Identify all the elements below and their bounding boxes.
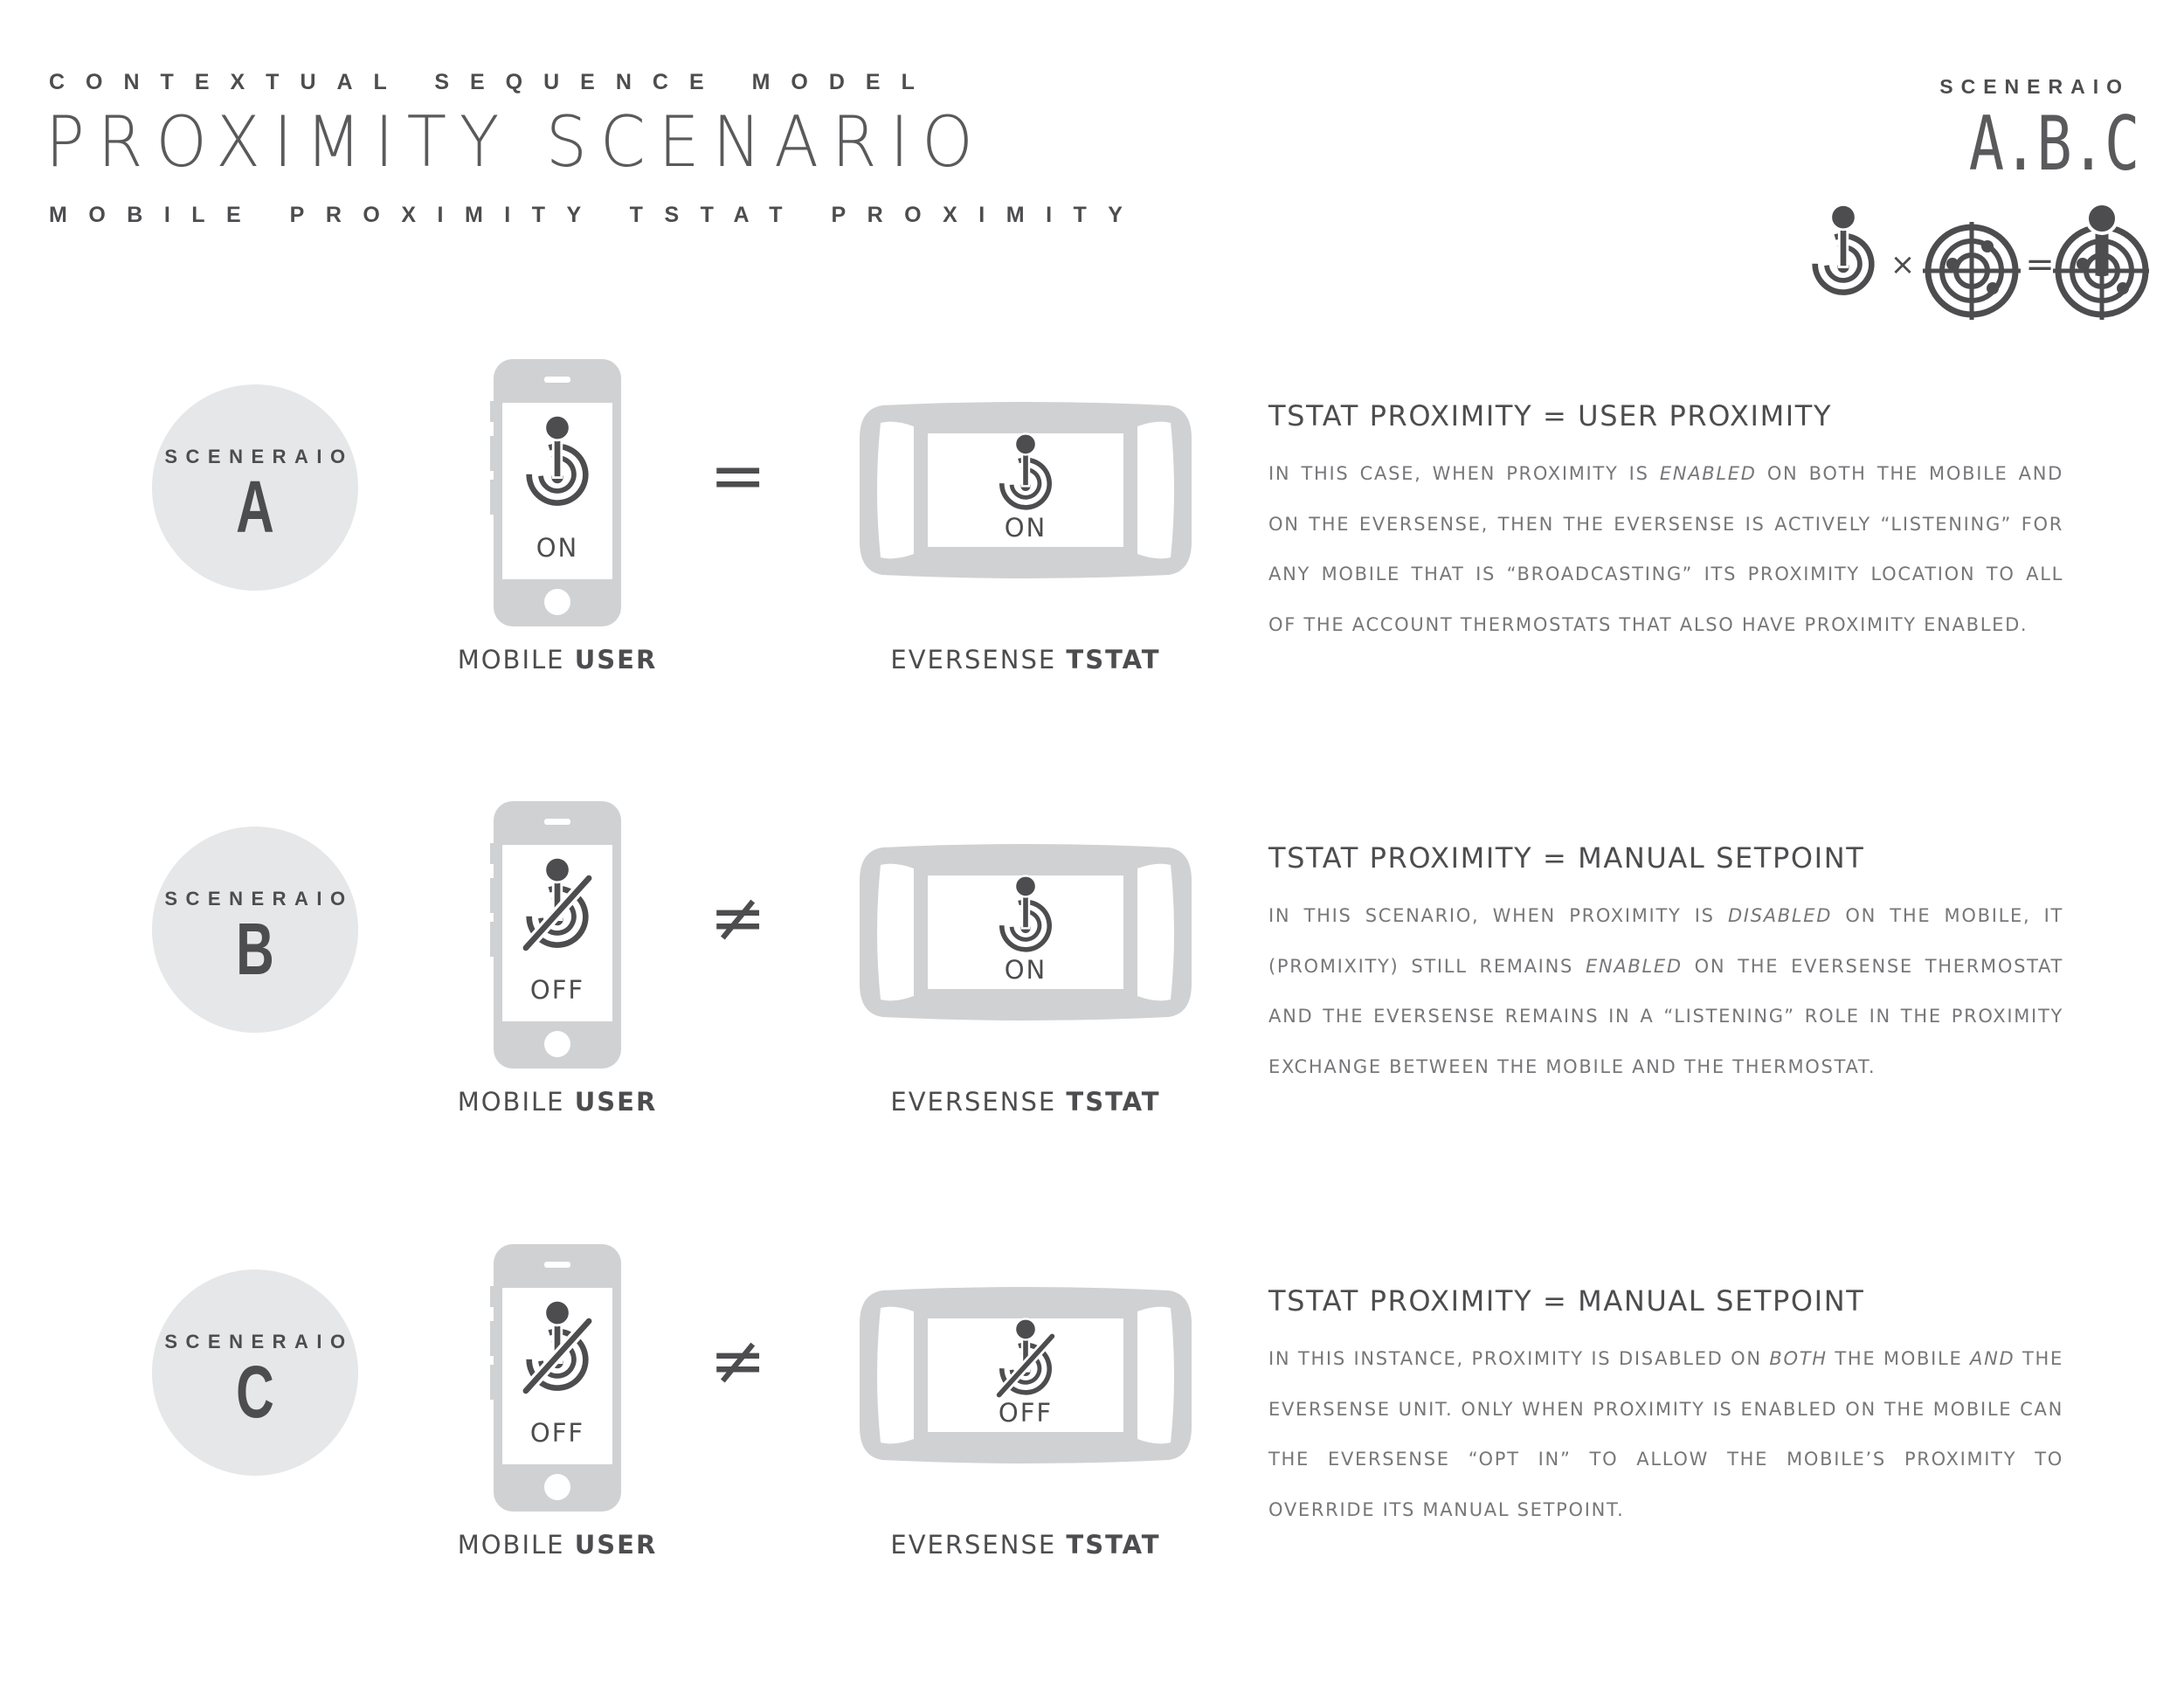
- scenario-badge: [152, 384, 358, 591]
- relation-sign: ≠: [709, 879, 767, 958]
- formula-equals: =: [2025, 245, 2055, 285]
- badge-letter: A: [236, 466, 274, 548]
- description-emphasis: DISABLED: [1727, 905, 1833, 926]
- tstat-caption: [851, 1087, 1200, 1117]
- tstat-caption-bold: TSTAT: [1066, 1530, 1161, 1560]
- description-text: ON THE MOBILE, IT (PROMIXITY) STILL REMAINS: [1268, 905, 2064, 977]
- description-text: IN THIS INSTANCE, PROXIMITY IS DISABLED ON: [1268, 1348, 1770, 1369]
- mobile-state-label: OFF: [529, 975, 585, 1005]
- tstat-caption-bold: TSTAT: [1066, 645, 1161, 675]
- scenario-description: [1268, 449, 2063, 650]
- scenario-badge: [152, 1269, 358, 1476]
- tstat-caption: [851, 1530, 1200, 1560]
- header-subtitle: MOBILE PROXIMITY TSTAT PROXIMITY: [49, 203, 1144, 227]
- badge-letter: C: [236, 1351, 274, 1433]
- tstat-state-label: ON: [1004, 955, 1047, 985]
- mobile-caption-plain: MOBILE: [457, 645, 575, 675]
- formula-times: ×: [1890, 247, 1916, 282]
- radar-pin-result-icon: [2053, 204, 2149, 320]
- tstat-caption-plain: EVERSENSE: [890, 1087, 1067, 1117]
- mobile-caption: [426, 1087, 688, 1117]
- mobile-state-label: ON: [536, 533, 579, 563]
- thermostat-icon: [856, 400, 1195, 580]
- description-text: ON BOTH THE MOBILE AND ON THE EVERSENSE, THEN THE EVERSENSE IS ACTIVELY “LISTENING” FOR ANY MOBILE THAT IS “BROADCASTING” ITS PROXIMITY LOCATION TO ALL OF THE ACCOUNT THERMOSTATS THAT ALSO HAVE PROXIMITY ENABLED.: [1268, 463, 2063, 635]
- mobile-phone-icon: [492, 1242, 623, 1513]
- badge-kicker: SCENERAIO: [164, 888, 354, 910]
- description-text: IN THIS CASE, WHEN PROXIMITY IS: [1268, 463, 1660, 484]
- scenario-description: [1268, 891, 2063, 1092]
- mobile-caption-bold: USER: [574, 1530, 658, 1560]
- description-text: THE EVERSENSE UNIT. ONLY WHEN PROXIMITY IS ENABLED ON THE MOBILE CAN THE EVERSENSE “OPT IN” TO ALLOW THE MOBILE’S PROXIMITY TO OVERRIDE ITS MANUAL SETPOINT.: [1268, 1348, 2063, 1520]
- scenario-description: [1268, 1334, 2063, 1535]
- proximity-pin-icon: [1815, 204, 1872, 292]
- thermostat-icon: [856, 842, 1195, 1022]
- description-text: THE MOBILE: [1827, 1348, 1971, 1369]
- corner-kicker: SCENERAIO: [1939, 75, 2130, 98]
- tstat-caption-bold: TSTAT: [1066, 1087, 1161, 1117]
- mobile-caption-bold: USER: [574, 1087, 658, 1117]
- tstat-state-label: ON: [1004, 513, 1047, 543]
- scenario-badge: [152, 827, 358, 1033]
- radar-icon: [1923, 222, 2021, 320]
- tstat-caption-plain: EVERSENSE: [890, 645, 1067, 675]
- corner-scenario-code: A.B.C: [1968, 100, 2139, 188]
- relation-sign: =: [709, 437, 767, 515]
- relation-sign: ≠: [709, 1322, 767, 1401]
- tstat-caption: [851, 645, 1200, 675]
- description-emphasis: ENABLED: [1659, 463, 1757, 484]
- scenario-title: TSTAT PROXIMITY = MANUAL SETPOINT: [1268, 1284, 1865, 1318]
- mobile-caption-bold: USER: [574, 645, 658, 675]
- mobile-caption: [426, 1530, 688, 1560]
- proximity-formula: [1791, 199, 2149, 322]
- badge-kicker: SCENERAIO: [164, 1331, 354, 1352]
- mobile-phone-icon: [492, 357, 623, 628]
- scenario-title: TSTAT PROXIMITY = MANUAL SETPOINT: [1268, 841, 1865, 875]
- mobile-caption: [426, 645, 688, 675]
- description-text: IN THIS SCENARIO, WHEN PROXIMITY IS: [1268, 905, 1728, 926]
- page-title: PROXIMITY SCENARIO: [45, 101, 986, 183]
- scenario-title: TSTAT PROXIMITY = USER PROXIMITY: [1268, 399, 1833, 432]
- description-emphasis: BOTH: [1769, 1348, 1828, 1369]
- description-text: ON THE EVERSENSE THERMOSTAT AND THE EVERSENSE REMAINS IN A “LISTENING” ROLE IN THE PROXIMITY EXCHANGE BETWEEN THE MOBILE AND THE THERMOSTAT.: [1268, 955, 2063, 1077]
- tstat-caption-plain: EVERSENSE: [890, 1530, 1067, 1560]
- thermostat-icon: [856, 1285, 1195, 1465]
- description-emphasis: ENABLED: [1585, 955, 1683, 977]
- tstat-state-label: OFF: [998, 1398, 1054, 1428]
- mobile-caption-plain: MOBILE: [457, 1087, 575, 1117]
- badge-letter: B: [236, 908, 274, 990]
- mobile-phone-icon: [492, 799, 623, 1070]
- mobile-caption-plain: MOBILE: [457, 1530, 575, 1560]
- header-kicker: CONTEXTUAL SEQUENCE MODEL: [49, 70, 936, 94]
- description-emphasis: AND: [1970, 1348, 2015, 1369]
- badge-kicker: SCENERAIO: [164, 446, 354, 467]
- mobile-state-label: OFF: [529, 1418, 585, 1448]
